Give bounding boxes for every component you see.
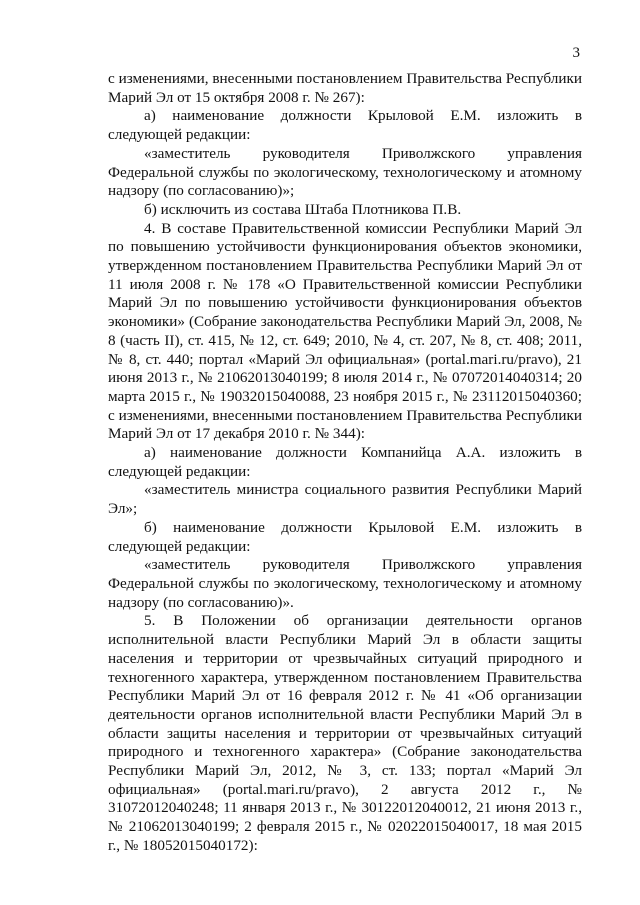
- paragraph-quote-krylova: «заместитель руководителя Приволжского управления Федеральной службы по экологическому, технологическому и атомному надзору (по согласованию)»;: [108, 144, 582, 200]
- paragraph-section-5: 5. В Положении об организации деятельности органов исполнительной власти Республики Марий Эл в области защиты населения и территории от чрезвычайных ситуаций природного и техногенного характера, утвержденном постановлением Правительства Республики Марий Эл от 16 февраля 2012 г. № 41 «Об организации деятельности органов исполнительной власти Республики Марий Эл в области защиты населения и территории от чрезвычайных ситуаций природного и техногенного характера» (Собрание законодательства Республики Марий Эл, 2012, № 3, ст. 133; портал «Марий Эл официальная» (portal.mari.ru/pravo), 2 августа 2012 г., № 31072012040248; 11 января 2013 г., № 30122012040012, 21 июня 2013 г., № 21062013040199; 2 февраля 2015 г., № 02022015040017, 18 мая 2015 г., № 18052015040172):: [108, 612, 582, 854]
- paragraph-section-4: 4. В составе Правительственной комиссии Республики Марий Эл по повышению устойчивости функционирования объектов экономики, утвержденном постановлением Правительства Республики Марий Эл от 11 июля 2008 г. № 178 «О Правительственной комиссии Республики Марий Эл по повышению устойчивости функционирования объектов экономики» (Собрание законодательства Республики Марий Эл, 2008, № 8 (часть II), ст. 415, № 12, ст. 649; 2010, № 4, ст. 207, № 8, ст. 408; 2011, № 8, ст. 440; портал «Марий Эл официальная» (portal.mari.ru/pravo), 21 июня 2013 г., № 21062013040199; 8 июля 2014 г., № 07072014040314; 20 марта 2015 г., № 19032015040088, 23 ноября 2015 г., № 23112015040360; с изменениями, внесенными постановлением Правительства Республики Марий Эл от 17 декабря 2010 г. № 344):: [108, 219, 582, 443]
- paragraph-quote-minister: «заместитель министра социального развития Республики Марий Эл»;: [108, 481, 582, 518]
- document-body: [108, 70, 582, 856]
- paragraph-item-a-kompaniets: а) наименование должности Компанийца А.А. изложить в следующей редакции:: [108, 444, 582, 480]
- paragraph-item-a-krylova: а) наименование должности Крыловой Е.М. изложить в следующей редакции:: [108, 107, 582, 144]
- paragraph-item-b-krylova: б) наименование должности Крыловой Е.М. изложить в следующей редакции:: [108, 518, 582, 555]
- paragraph-item-b-exclude: б) исключить из состава Штаба Плотникова П.В.: [144, 200, 462, 218]
- paragraph-continuation: с изменениями, внесенными постановлением Правительства Республики Марий Эл от 15 октября 2008 г. № 267):: [108, 70, 582, 106]
- page-number: 3: [572, 45, 580, 61]
- paragraph-quote-krylova-2: «заместитель руководителя Приволжского управления Федеральной службы по экологическому, технологическому и атомному надзору (по согласованию)».: [108, 556, 582, 611]
